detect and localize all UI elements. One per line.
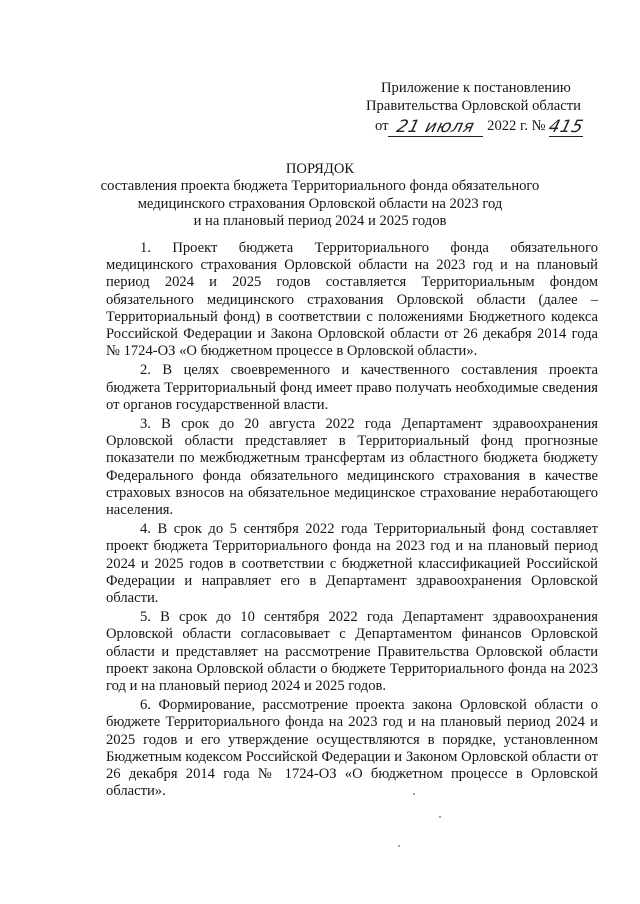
paragraph-1: 1. Проект бюджета Территориального фонда обязательного медицинского страхования Орловской области на 2023 год и на плановый период 2024 и 2025 годов составляется Территориальным фондом обязательного медицинского страхования Орловской области (далее – Территориальный фонд) в соответствии с положениями Бюджетного кодекса Российской Федерации и Закона Орловской области от 26 декабря 2014 года № 1724-ОЗ «О бюджетном процессе в Орловской области». (106, 240, 598, 360)
appendix-line-2: Правительства Орловской области (366, 97, 581, 114)
handwritten-number: 415 (546, 117, 586, 137)
date-field (388, 117, 483, 137)
year-number-label: 2022 г. № (487, 118, 546, 134)
paragraph-6: 6. Формирование, рассмотрение проекта закона Орловской области о бюджете Территориального фонда на 2023 год и на плановый период 2024 и 2025 годов и его утверждение осуществляются в порядке, установленном Бюджетным кодексом Российской Федерации и Законом Орловской области от 26 декабря 2014 года № 1724-ОЗ «О бюджетном процессе в Орловской области». (106, 697, 598, 800)
paragraph-2: 2. В целях своевременного и качественного составления проекта бюджета Территориальный фонд имеет право получать необходимые сведения от органов государственной власти. (106, 362, 598, 413)
scan-speck (398, 845, 400, 847)
handwritten-date: 21 июля (394, 117, 477, 137)
document-title (0, 161, 640, 230)
appendix-header (366, 80, 616, 137)
scan-speck (413, 793, 415, 795)
scan-speck (439, 816, 441, 818)
paragraph-3: 3. В срок до 20 августа 2022 года Департамент здравоохранения Орловской области представляет в Территориальный фонд прогнозные показатели по межбюджетным трансфертам из областного бюджета бюджету Федерального фонда обязательного медицинского страхования в качестве страховых взносов на обязательное медицинское страхование неработающего населения. (106, 416, 598, 519)
paragraph-5: 5. В срок до 10 сентября 2022 года Департамент здравоохранения Орловской области согласовывает с Департаментом финансов Орловской области и представляет на рассмотрение Правительства Орловской области проект закона Орловской области о бюджете Территориального фонда на 2023 год и на плановый период 2024 и 2025 годов. (106, 609, 598, 695)
appendix-line-1: Приложение к постановлению (381, 80, 571, 96)
appendix-date-line (366, 115, 616, 137)
paragraph-4: 4. В срок до 5 сентября 2022 года Территориальный фонд составляет проект бюджета Территориального фонда на 2023 год и на плановый период 2024 и 2025 годов в соответствии с бюджетной классификацией Российской Федерации и направляет его в Департамент здравоохранения Орловской области. (106, 521, 598, 607)
number-field (546, 117, 586, 137)
from-label: от (375, 118, 389, 134)
document-body (106, 240, 598, 801)
title-line-2: медицинского страхования Орловской области на 2023 год (137, 195, 503, 212)
title-heading: ПОРЯДОК (285, 161, 355, 177)
title-line-1: составления проекта бюджета Территориального фонда обязательного (100, 178, 540, 195)
title-line-3: и на плановый период 2024 и 2025 годов (193, 212, 447, 229)
